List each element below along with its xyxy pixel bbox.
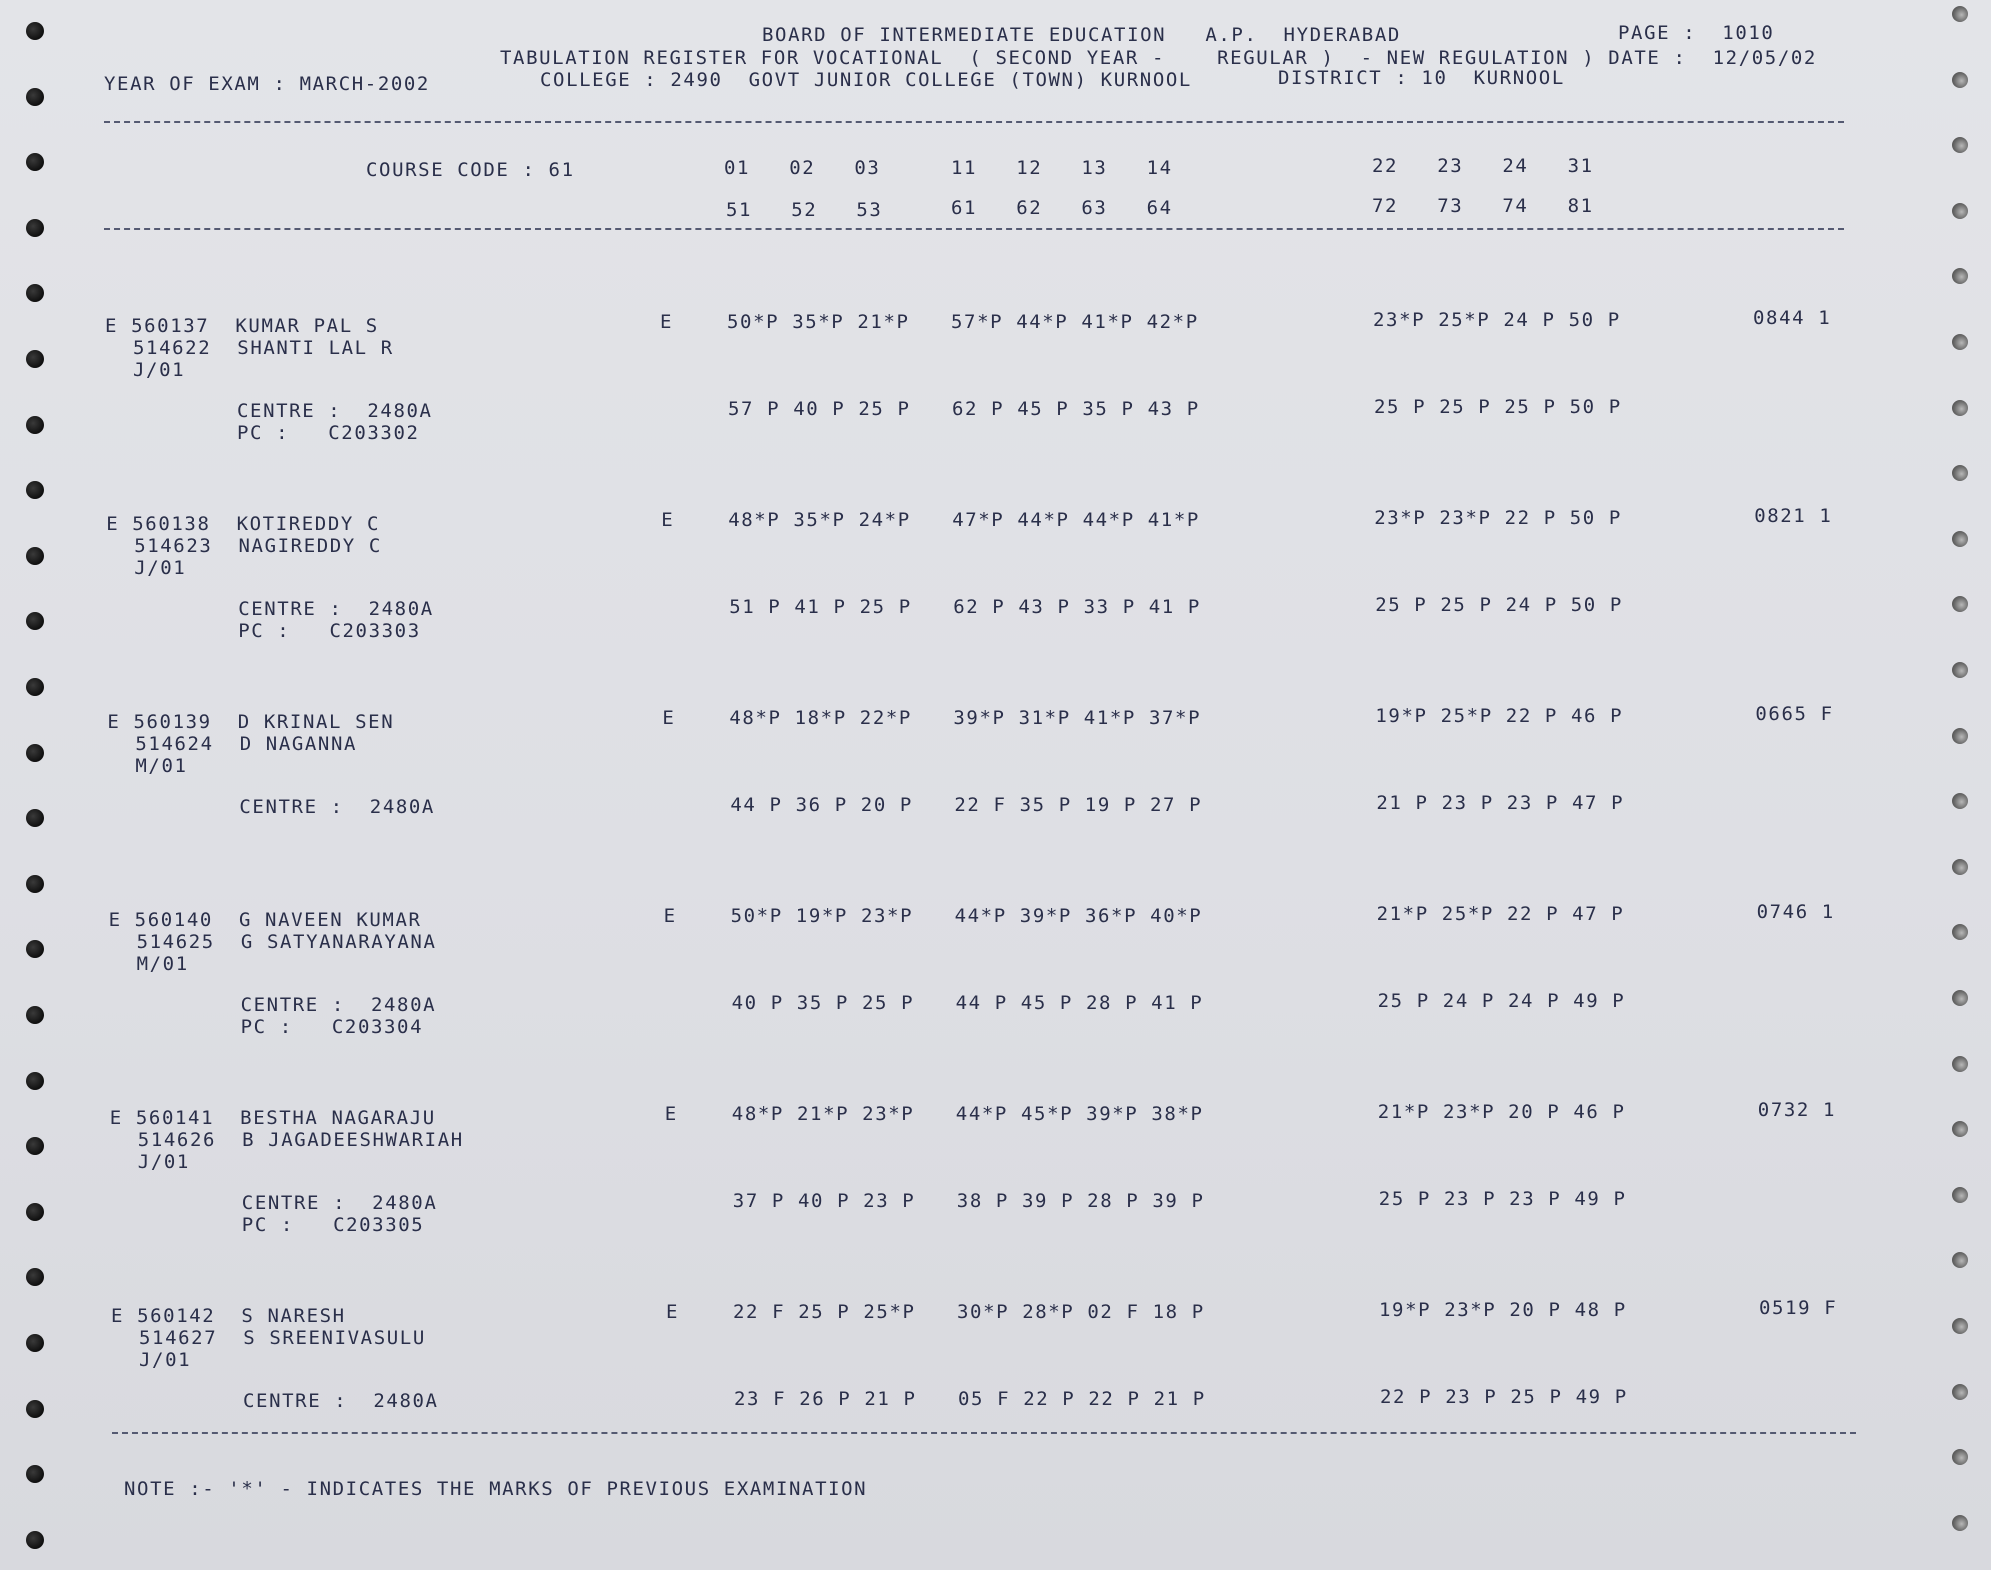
student-roll-name: E 560141 BESTHA NAGARAJU (109, 1107, 436, 1129)
student-total-result: 0665 F (1755, 703, 1834, 725)
student-category: E (663, 905, 677, 927)
marks-current-group1: 37 P 40 P 23 P (732, 1190, 916, 1212)
student-hallticket-parent: 514625 G SATYANARAYANA (136, 931, 437, 953)
marks-current-group2: 05 F 22 P 22 P 21 P (958, 1388, 1206, 1410)
feed-hole (26, 88, 44, 106)
subject-codes-row1-group1: 01 02 03 (724, 157, 881, 179)
feed-hole (26, 1268, 44, 1286)
student-section: M/01 (135, 755, 188, 777)
marks-current-group3: 25 P 25 P 24 P 50 P (1375, 594, 1623, 616)
marks-current-group2: 62 P 43 P 33 P 41 P (953, 596, 1201, 618)
student-category: E (660, 311, 674, 333)
register-title: TABULATION REGISTER FOR VOCATIONAL ( SECOND YEAR - REGULAR ) - NEW REGULATION ) DATE : 12/05/02 (500, 47, 1817, 69)
student-total-result: 0732 1 (1757, 1099, 1837, 1121)
marks-prev-group2: 44*P 39*P 36*P 40*P (954, 905, 1203, 927)
marks-current-group3: 25 P 25 P 25 P 50 P (1374, 396, 1622, 418)
student-pc: PC : C203304 (240, 1016, 424, 1038)
feed-hole (26, 809, 44, 827)
marks-prev-group1: 50*P 35*P 21*P (727, 311, 910, 333)
marks-current-group3: 25 P 23 P 23 P 49 P (1378, 1188, 1627, 1210)
marks-current-group3: 22 P 23 P 25 P 49 P (1380, 1386, 1628, 1408)
subject-codes-row1-group2: 11 12 13 14 (951, 157, 1173, 179)
student-pc: PC : C203302 (237, 422, 420, 444)
student-total-result: 0519 F (1759, 1297, 1838, 1319)
marks-prev-group3: 23*P 23*P 22 P 50 P (1374, 507, 1622, 529)
subject-codes-row1-group3: 22 23 24 31 (1372, 155, 1594, 177)
student-category: E (666, 1301, 680, 1323)
student-hallticket-parent: 514622 SHANTI LAL R (133, 337, 394, 359)
student-roll-name: E 560140 G NAVEEN KUMAR (108, 909, 422, 931)
divider-bottom (112, 1432, 1856, 1434)
student-centre: CENTRE : 2480A (237, 400, 433, 422)
feed-hole (1952, 334, 1968, 350)
feed-hole (1952, 1515, 1968, 1531)
feed-hole (26, 940, 44, 958)
feed-hole (1952, 1187, 1968, 1203)
feed-hole (26, 1137, 44, 1155)
student-section: J/01 (134, 557, 187, 579)
feed-hole (26, 22, 44, 40)
student-roll-name: E 560139 D KRINAL SEN (107, 711, 395, 733)
feed-hole (26, 1203, 44, 1221)
feed-hole (1952, 1252, 1968, 1268)
marks-current-group2: 38 P 39 P 28 P 39 P (956, 1190, 1205, 1212)
marks-prev-group3: 19*P 23*P 20 P 48 P (1379, 1299, 1627, 1321)
feed-hole (1952, 72, 1968, 88)
divider-columns (104, 228, 1844, 230)
marks-current-group1: 57 P 40 P 25 P (728, 398, 911, 420)
feed-hole (26, 1006, 44, 1024)
feed-hole (1952, 728, 1968, 744)
feed-hole (1952, 1121, 1968, 1137)
feed-hole (1952, 6, 1968, 22)
feed-hole (26, 1465, 44, 1483)
student-hallticket-parent: 514623 NAGIREDDY C (134, 535, 382, 557)
marks-prev-group2: 47*P 44*P 44*P 41*P (952, 509, 1200, 531)
marks-current-group3: 25 P 24 P 24 P 49 P (1377, 990, 1626, 1012)
student-total-result: 0821 1 (1754, 505, 1833, 527)
feed-hole (1952, 1449, 1968, 1465)
footnote: NOTE :- '*' - INDICATES THE MARKS OF PREVIOUS EXAMINATION (124, 1478, 868, 1500)
board-title: BOARD OF INTERMEDIATE EDUCATION A.P. HYDERABAD (762, 24, 1401, 46)
district-info: DISTRICT : 10 KURNOOL (1278, 67, 1565, 89)
student-section: M/01 (136, 953, 189, 975)
student-centre: CENTRE : 2480A (243, 1390, 439, 1412)
feed-hole (26, 612, 44, 630)
student-roll-name: E 560137 KUMAR PAL S (105, 315, 379, 337)
student-section: J/01 (133, 359, 186, 381)
feed-hole (1952, 1056, 1968, 1072)
page-number: PAGE : 1010 (1618, 22, 1775, 44)
marks-prev-group3: 19*P 25*P 22 P 46 P (1375, 705, 1624, 727)
marks-prev-group1: 48*P 21*P 23*P (731, 1103, 915, 1125)
left-tractor-feed-holes (26, 22, 50, 1562)
feed-hole (1952, 662, 1968, 678)
feed-hole (1952, 859, 1968, 875)
student-category: E (664, 1103, 678, 1125)
marks-current-group2: 22 F 35 P 19 P 27 P (954, 794, 1203, 816)
student-centre: CENTRE : 2480A (238, 598, 434, 620)
course-code: COURSE CODE : 61 (366, 159, 575, 181)
feed-hole (1952, 137, 1968, 153)
subject-codes-row2-group1: 51 52 53 (726, 199, 883, 221)
student-hallticket-parent: 514627 S SREENIVASULU (139, 1327, 426, 1349)
feed-hole (26, 416, 44, 434)
feed-hole (1952, 268, 1968, 284)
feed-hole (1952, 203, 1968, 219)
marks-current-group1: 23 F 26 P 21 P (734, 1388, 917, 1410)
marks-prev-group2: 30*P 28*P 02 F 18 P (957, 1301, 1205, 1323)
marks-prev-group1: 48*P 35*P 24*P (728, 509, 911, 531)
feed-hole (26, 284, 44, 302)
feed-hole (1952, 990, 1968, 1006)
student-centre: CENTRE : 2480A (239, 796, 435, 818)
feed-hole (26, 744, 44, 762)
feed-hole (26, 875, 44, 893)
marks-prev-group1: 22 F 25 P 25*P (733, 1301, 916, 1323)
year-of-exam: YEAR OF EXAM : MARCH-2002 (104, 73, 430, 95)
marks-current-group2: 44 P 45 P 28 P 41 P (955, 992, 1204, 1014)
student-category: E (662, 707, 676, 729)
feed-hole (1952, 596, 1968, 612)
marks-prev-group3: 21*P 25*P 22 P 47 P (1376, 903, 1625, 925)
feed-hole (26, 1400, 44, 1418)
student-total-result: 0746 1 (1756, 901, 1835, 923)
feed-hole (1952, 793, 1968, 809)
student-centre: CENTRE : 2480A (240, 994, 437, 1016)
right-tractor-feed-holes (1952, 6, 1974, 1546)
marks-prev-group2: 44*P 45*P 39*P 38*P (955, 1103, 1204, 1125)
marks-current-group1: 44 P 36 P 20 P (730, 794, 913, 816)
student-total-result: 0844 1 (1753, 307, 1832, 329)
marks-prev-group2: 39*P 31*P 41*P 37*P (953, 707, 1202, 729)
student-pc: PC : C203303 (238, 620, 421, 642)
subject-codes-row2-group3: 72 73 74 81 (1372, 195, 1594, 217)
feed-hole (26, 678, 44, 696)
student-section: J/01 (139, 1349, 192, 1371)
marks-current-group1: 51 P 41 P 25 P (729, 596, 912, 618)
feed-hole (26, 481, 44, 499)
feed-hole (26, 350, 44, 368)
student-roll-name: E 560138 KOTIREDDY C (106, 513, 381, 535)
subject-codes-row2-group2: 61 62 63 64 (951, 197, 1173, 219)
marks-prev-group2: 57*P 44*P 41*P 42*P (951, 311, 1199, 333)
student-hallticket-parent: 514626 B JAGADEESHWARIAH (137, 1129, 464, 1151)
marks-current-group2: 62 P 45 P 35 P 43 P (952, 398, 1200, 420)
feed-hole (1952, 465, 1968, 481)
college-info: COLLEGE : 2490 GOVT JUNIOR COLLEGE (TOWN) KURNOOL (540, 69, 1192, 91)
feed-hole (1952, 400, 1968, 416)
feed-hole (26, 1072, 44, 1090)
feed-hole (26, 153, 44, 171)
student-centre: CENTRE : 2480A (241, 1192, 438, 1214)
student-section: J/01 (137, 1151, 190, 1173)
feed-hole (26, 219, 44, 237)
student-hallticket-parent: 514624 D NAGANNA (135, 733, 358, 755)
marks-current-group1: 40 P 35 P 25 P (731, 992, 915, 1014)
feed-hole (1952, 531, 1968, 547)
student-category: E (661, 509, 675, 531)
marks-current-group3: 21 P 23 P 23 P 47 P (1376, 792, 1625, 814)
marks-prev-group1: 50*P 19*P 23*P (730, 905, 914, 927)
feed-hole (1952, 924, 1968, 940)
feed-hole (1952, 1318, 1968, 1334)
feed-hole (1952, 1384, 1968, 1400)
marks-prev-group3: 23*P 25*P 24 P 50 P (1373, 309, 1621, 331)
student-pc: PC : C203305 (241, 1214, 425, 1236)
divider-top (104, 121, 1844, 123)
student-roll-name: E 560142 S NARESH (111, 1305, 346, 1327)
feed-hole (26, 1531, 44, 1549)
feed-hole (26, 547, 44, 565)
marks-prev-group3: 21*P 23*P 20 P 46 P (1377, 1101, 1626, 1123)
marks-prev-group1: 48*P 18*P 22*P (729, 707, 912, 729)
feed-hole (26, 1334, 44, 1352)
